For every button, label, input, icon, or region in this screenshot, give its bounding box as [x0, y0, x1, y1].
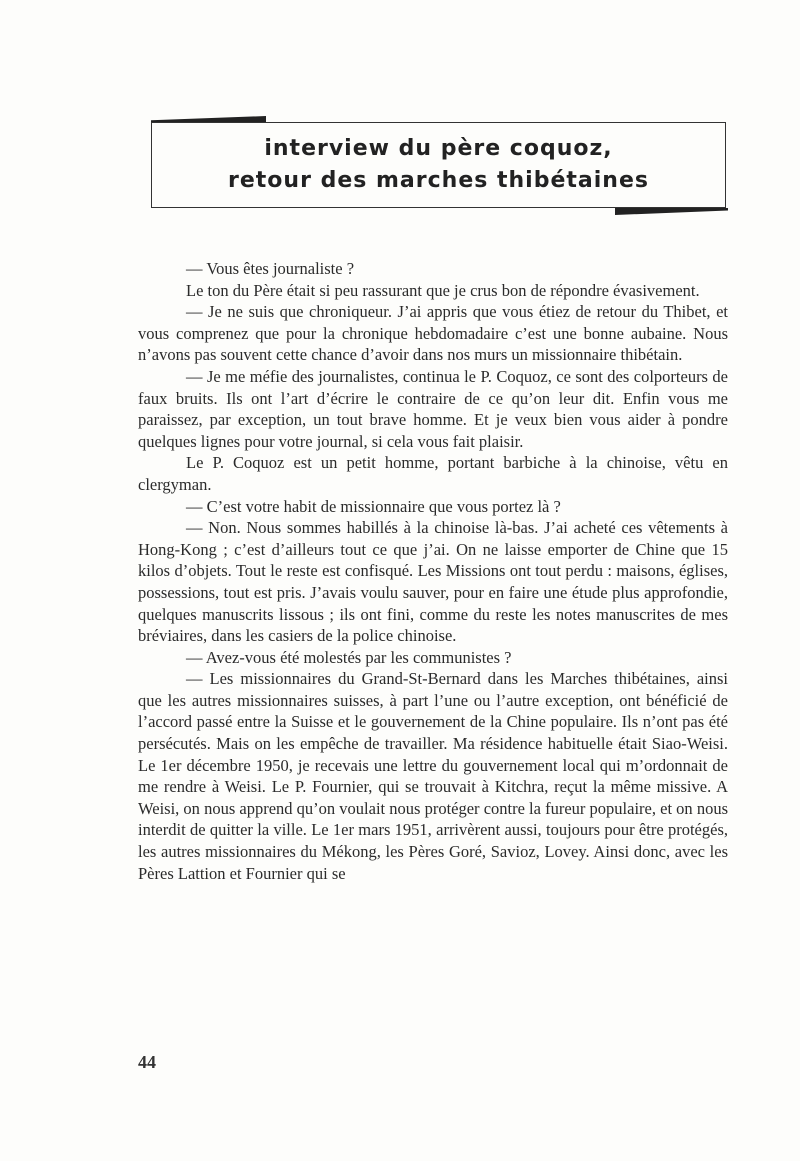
page-number: 44 [138, 1052, 156, 1072]
paragraph: — Vous êtes journaliste ? [186, 259, 355, 278]
paragraph: Le P. Coquoz est un petit homme, portant barbiche à la chinoise, vêtu en clergyman. [138, 453, 728, 494]
paragraph: — C’est votre habit de missionnaire que vous portez là ? [186, 496, 561, 516]
paragraph: — Avez-vous été molestés par les communistes ? [186, 647, 512, 667]
title-line-2: retour des marches thibétaines [228, 168, 649, 193]
paragraph: Le ton du Père était si peu rassurant que je crus bon de répondre évasivement. [186, 280, 700, 300]
title-decoration-bottom [615, 208, 728, 215]
paragraph: — Les missionnaires du Grand-St-Bernard dans les Marches thibétaines, ainsi que les autres missionnaires suisses, à part l’une ou l’autre exception, ont bénéficié de l’accord passé entre la Suisse et le gouvernement de la Chine populaire. Ils n’ont pas été persécutés. Mais on les empêche de travailler. Ma résidence habituelle était Siao-Weisi. Le 1er décembre 1950, je recevais une lettre du gouvernement local qui m’ordonnait de me rendre à Weisi. Le P. Fournier, qui se trouvait à Kitchra, reçut la même missive. A Weisi, on nous apprend qu’on voulait nous protéger contre la fureur populaire, et on nous interdit de quitter la ville. Le 1er mars 1951, arrivèrent aussi, toujours pour être protégés, les autres missionnaires du Mékong, les Pères Goré, Savioz, Lovey. Ainsi donc, avec les Pères Lattion et Fournier qui se [138, 669, 728, 883]
paragraph: — Je ne suis que chroniqueur. J’ai appris que vous étiez de retour du Thibet, et vous comprenez que pour la chronique hebdomadaire c’est une bonne aubaine. Nous n’avons pas souvent cette chance d’avoir dans nos murs un missionnaire thibétain. [138, 302, 728, 365]
paragraph: — Non. Nous sommes habillés à la chinoise là-bas. J’ai acheté ces vêtements à Hong-Kong ; c’est d’ailleurs tout ce que j’ai. On ne laisse emporter de Chine que 15 kilos d’objets. Tout le reste est confisqué. Les Missions ont tout perdu : maisons, églises, possessions, tout est pris. J’avais voulu sauver, pour en faire une étude plus approfondie, quelques manuscrits lissous ; ils ont fini, comme du reste les notes manuscrites de mes bréviaires, dans les casiers de la police chinoise. [138, 518, 728, 646]
title-box [151, 122, 726, 208]
article-body [138, 258, 728, 884]
paragraph: — Je me méfie des journalistes, continua le P. Coquoz, ce sont des colporteurs de faux bruits. Ils ont l’art d’écrire le contraire de ce qu’on leur dit. Enfin vous me paraissez, par exception, un tout brave homme. Et je veux bien vous aider à pondre quelques lignes pour votre journal, si cela vous fait plaisir. [138, 366, 728, 451]
title-line-1: interview du père coquoz, [264, 136, 613, 161]
